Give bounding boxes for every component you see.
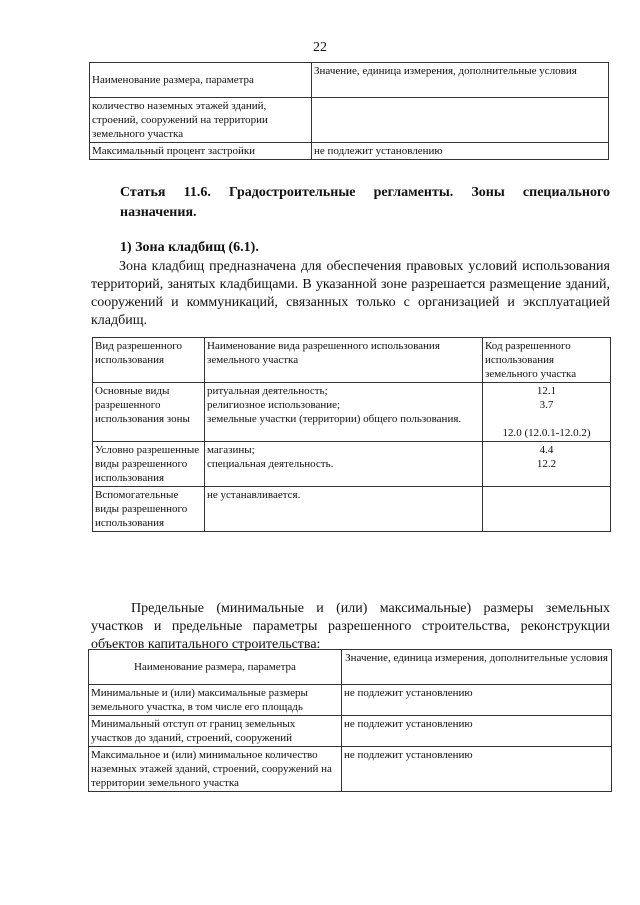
use-code: 12.1 xyxy=(536,385,557,397)
table-cell: не подлежит установлению xyxy=(342,685,612,716)
page-number: 22 xyxy=(313,40,327,55)
spacer xyxy=(485,412,608,426)
table-row xyxy=(93,442,611,487)
use-names-cell xyxy=(205,442,483,487)
header-cell: Наименование вида разрешенного использования земельного участка xyxy=(205,338,483,383)
use-name: специальная деятельность. xyxy=(207,458,334,470)
table-header-row xyxy=(93,338,611,383)
zone-heading: 1) Зона кладбищ (6.1). xyxy=(120,240,259,255)
use-code: 12.0 (12.0.1-12.0.2) xyxy=(502,427,591,439)
table-row xyxy=(89,685,612,716)
header-cell: Значение, единица измерения, дополнительные условия xyxy=(312,63,609,98)
permitted-use-table xyxy=(92,337,611,532)
use-name: магазины; xyxy=(207,444,255,456)
use-type-cell: Основные виды разрешенного использования зоны xyxy=(93,383,205,442)
limits-paragraph: Предельные (минимальные и (или) максимальные) размеры земельных участков и предельные параметры разрешенного строительства, реконструкции объектов капитального строительства: xyxy=(91,601,610,652)
table-row xyxy=(93,383,611,442)
table-cell xyxy=(312,98,609,143)
article-heading: Статья 11.6. Градостроительные регламенты. Зоны специального назначения. xyxy=(120,185,610,220)
use-code: 3.7 xyxy=(539,399,554,411)
table-cell: количество наземных этажей зданий, строений, сооружений на территории земельного участка xyxy=(90,98,312,143)
zone-description: Зона кладбищ предназначена для обеспечения правовых условий использования территорий, занятых кладбищами. В указанной зоне разрешается размещение зданий, сооружений и коммуникаций, связанных только с организацией и эксплуатацией кладбищ. xyxy=(91,259,610,328)
use-name: не устанавливается. xyxy=(207,489,301,501)
use-code: 12.2 xyxy=(536,458,557,470)
parameters-table-bottom xyxy=(88,649,612,792)
use-codes-cell xyxy=(483,487,611,532)
table-cell: Максимальное и (или) минимальное количество наземных этажей зданий, строений, сооружений на территории земельного участка xyxy=(89,747,342,792)
table-row xyxy=(90,143,609,160)
table-cell: не подлежит установлению xyxy=(342,716,612,747)
use-code: 4.4 xyxy=(539,444,554,456)
use-name: ритуальная деятельность; xyxy=(207,385,328,397)
use-name: религиозное использование; xyxy=(207,399,341,411)
table-cell: не подлежит установлению xyxy=(312,143,609,160)
use-codes-cell xyxy=(483,383,611,442)
header-cell: Наименование размера, параметра xyxy=(90,63,312,98)
table-cell: Минимальный отступ от границ земельных участков до зданий, строений, сооружений xyxy=(89,716,342,747)
use-names-cell xyxy=(205,383,483,442)
table-row xyxy=(93,487,611,532)
table-header-row xyxy=(89,650,612,685)
use-type-cell: Вспомогательные виды разрешенного использования xyxy=(93,487,205,532)
header-cell: Код разрешенного использования земельного участка xyxy=(483,338,611,383)
table-cell: Минимальные и (или) максимальные размеры земельного участка, в том числе его площадь xyxy=(89,685,342,716)
header-cell: Вид разрешенного использования xyxy=(93,338,205,383)
table-cell: Максимальный процент застройки xyxy=(90,143,312,160)
parameters-table-top xyxy=(89,62,609,160)
use-codes-cell xyxy=(483,442,611,487)
header-cell: Наименование размера, параметра xyxy=(89,650,342,685)
use-names-cell xyxy=(205,487,483,532)
header-cell: Значение, единица измерения, дополнительные условия xyxy=(342,650,612,685)
use-name: земельные участки (территории) общего пользования. xyxy=(207,413,462,425)
table-row xyxy=(89,716,612,747)
table-row xyxy=(90,98,609,143)
table-header-row xyxy=(90,63,609,98)
table-cell: не подлежит установлению xyxy=(342,747,612,792)
table-row xyxy=(89,747,612,792)
use-type-cell: Условно разрешенные виды разрешенного использования xyxy=(93,442,205,487)
